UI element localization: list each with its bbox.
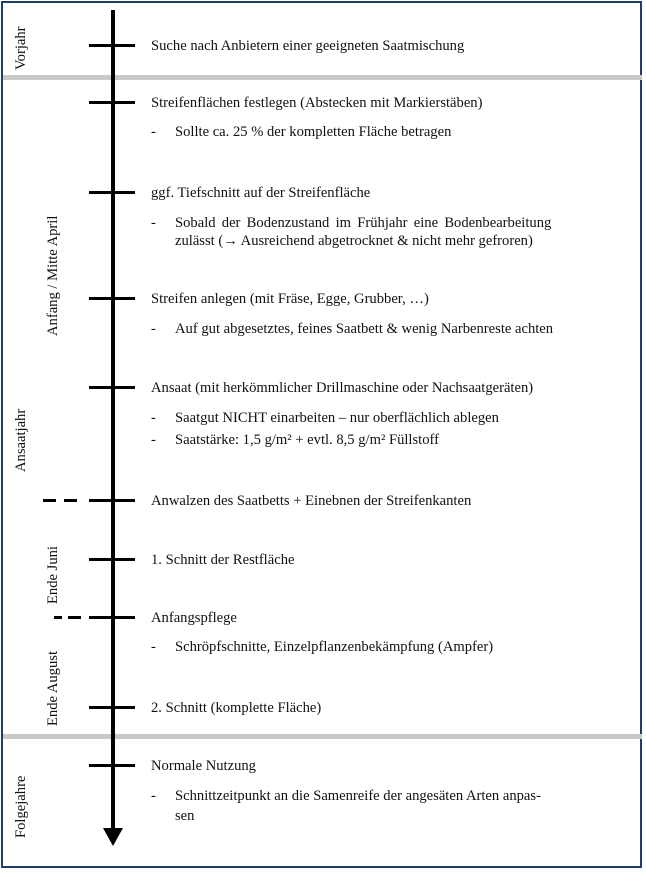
period-label-folgejahre: Folgejahre [13,775,29,838]
bullet-dash: - [151,124,156,140]
step-anfangspflege-bullet [151,638,631,656]
timeline-arrowhead [103,828,123,846]
timeline-tick [89,44,135,47]
step-normale-nutzung-bullet [151,787,631,823]
bullet-text: Auf gut abgesetztes, feines Saatbett & wenig Narbenreste achten [175,321,554,337]
bullet-dash: - [151,639,156,655]
timeline-tick [89,297,135,300]
step-anwalzen: Anwalzen des Saatbetts + Einebnen der Streifenkanten [151,493,472,509]
bullet-text-line2: zulässt (→ Ausreichend abgetrocknet & nicht mehr gefroren) [175,233,533,249]
bullet-text: Sollte ca. 25 % der kompletten Fläche betragen [175,124,452,140]
step-normale-nutzung: Normale Nutzung [151,758,256,774]
step-tiefschnitt: ggf. Tiefschnitt auf der Streifenfläche [151,185,371,201]
bullet-text: Saatgut NICHT einarbeiten – nur oberflächlich ablegen [175,410,499,426]
bullet-dash: - [151,788,156,804]
bullet-dash: - [151,321,156,337]
boundary-dash [54,616,62,619]
bullet-dash: - [151,215,156,231]
timeline-axis [111,10,115,835]
step-streifenflaechen-festlegen: Streifenflächen festlegen (Abstecken mit Markierstäben) [151,95,483,111]
subperiod-label-juni: Ende Juni [45,546,61,604]
timeline-tick [89,706,135,709]
step-zweiter-schnitt: 2. Schnitt (komplette Fläche) [151,700,322,716]
timeline-tick [89,386,135,389]
timeline-tick [89,558,135,561]
step-streifen-anlegen: Streifen anlegen (mit Fräse, Egge, Grubber, …) [151,291,429,307]
step-anfangspflege: Anfangspflege [151,610,237,626]
bullet-text: Saatstärke: 1,5 g/m² + evtl. 8,5 g/m² Füllstoff [175,432,439,448]
bullet-dash: - [151,432,156,448]
step-suche-anbieter: Suche nach Anbietern einer geeigneten Saatmischung [151,38,465,54]
bullet-text-line1: Sobald der Bodenzustand im Frühjahr eine Bodenbearbeitung [175,215,552,231]
boundary-dash [64,499,77,502]
subperiod-label-april: Anfang / Mitte April [45,215,61,336]
step-streifenflaechen-bullet [151,123,631,141]
timeline-tick [89,101,135,104]
timeline-tick [89,191,135,194]
period-label-vorjahr: Vorjahr [13,26,29,70]
timeline-tick [89,616,135,619]
bullet-text: Schröpfschnitte, Einzelpflanzenbekämpfung (Ampfer) [175,639,494,655]
bullet-text-line2: sen [175,808,195,824]
timeline-tick [89,499,135,502]
separator-ansaatjahr-folgejahre [3,734,642,739]
period-label-ansaatjahr: Ansaatjahr [13,408,29,472]
separator-vorjahr-ansaatjahr [3,75,642,80]
boundary-dash [68,616,81,619]
subperiod-label-august: Ende August [45,651,61,726]
step-ansaat-bullet-1 [151,409,631,427]
bullet-dash: - [151,410,156,426]
step-ansaat: Ansaat (mit herkömmlicher Drillmaschine oder Nachsaatgeräten) [151,380,534,396]
timeline-tick [89,764,135,767]
step-erster-schnitt: 1. Schnitt der Restfläche [151,552,295,568]
step-tiefschnitt-bullet [151,214,631,250]
step-ansaat-bullet-2 [151,431,631,449]
bullet-text-line1: Schnittzeitpunkt an die Samenreife der angesäten Arten anpas- [175,788,541,804]
step-streifen-anlegen-bullet [151,320,631,338]
boundary-dash [43,499,56,502]
